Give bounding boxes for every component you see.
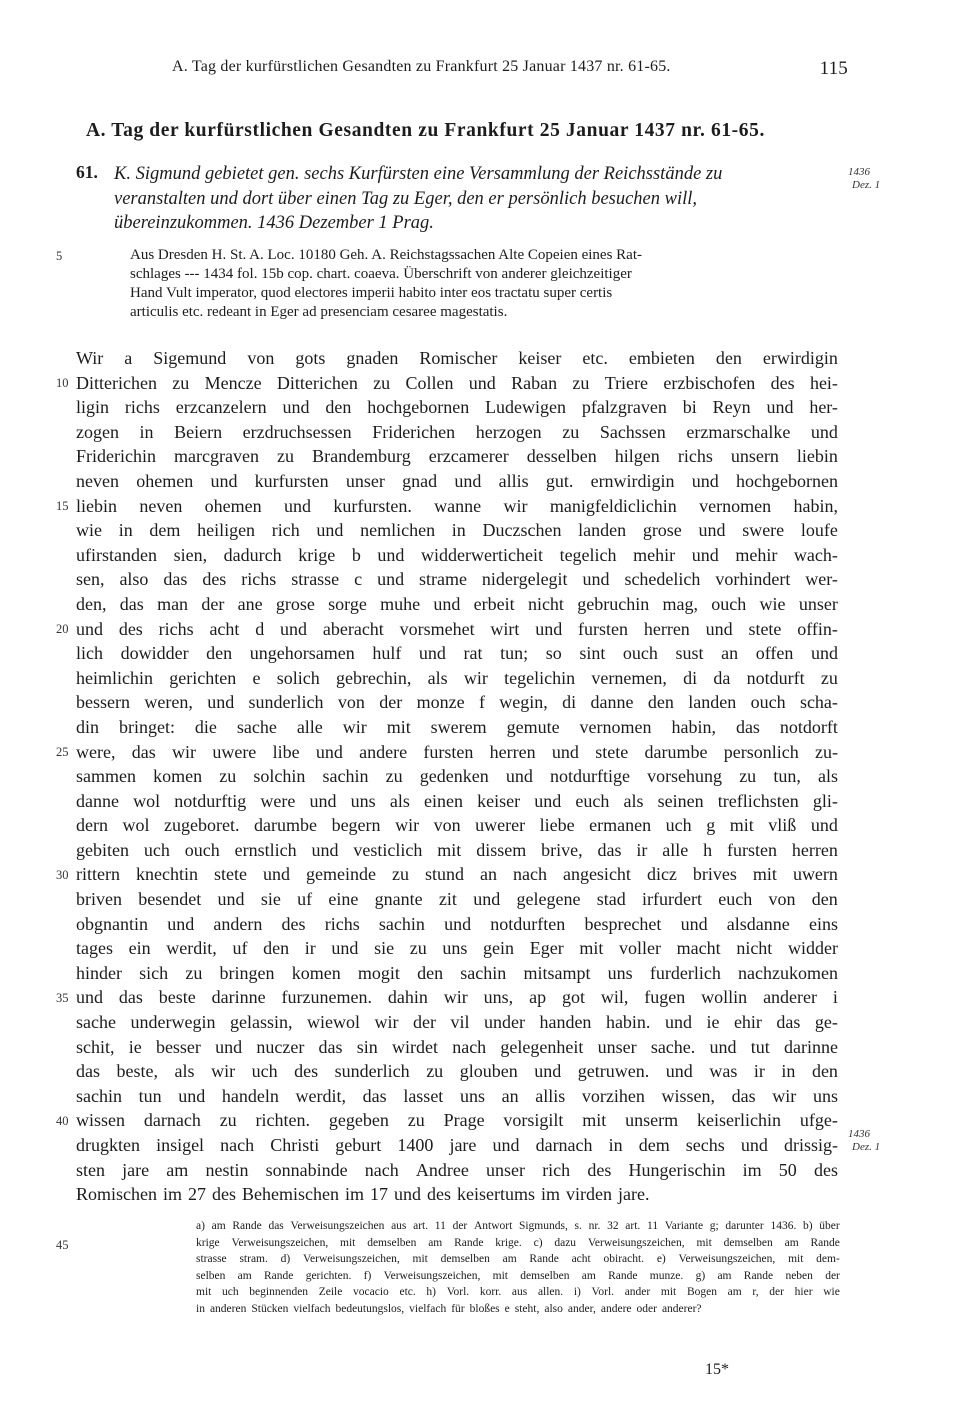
- body-line: hinder sich zu bringen komen mogit den sachin mitsampt uns furderlich nachzukomen: [76, 962, 838, 983]
- body-line: dern wol zugeboret. darumbe begern wir von uwerer liebe ermanen uch g mit vliß und: [76, 815, 838, 836]
- body-line: Wir a Sigemund von gots gnaden Romischer keiser etc. embieten den erwirdigin: [76, 348, 838, 368]
- footnote-line: a) am Rande das Verweisungszeichen aus art. 11 der Antwort Sigmunds, s. nr. 32 art. 11 Variante g; darunter 1436. b) über: [196, 1220, 840, 1232]
- footnote-line: in anderen Stücken vielfach bedeutungslos, vielfach für bloßes e steht, also ander, andere oder anderer?: [196, 1302, 702, 1315]
- body-line: Ditterichen zu Mencze Ditterichen zu Collen und Raban zu Triere erzbischofen des hei-: [76, 372, 838, 393]
- regest-line: K. Sigmund gebietet gen. sechs Kurfürsten eine Versammlung der Reichsstände zu: [114, 164, 723, 184]
- body-line: drugkten insigel nach Christi geburt 1400 jare und darnach in dem sechs und drissig-: [76, 1135, 838, 1155]
- body-line: wie in dem heiligen rich und nemlichen in Duczschen landen grose und swere loufe: [76, 520, 838, 541]
- body-line: lich dowidder den ungehorsamen hulf und rat tun; so sint ouch sust an offen und: [76, 643, 838, 664]
- body-line: schit, ie besser und nuczer das sin wirdet nach gelegenheit unser sache. und tut darinne: [76, 1036, 838, 1057]
- document-regest: [114, 162, 844, 236]
- document-number: 61.: [76, 162, 98, 182]
- body-line: das beste, als wir uch des sunderlich zu glouben und getruwen. und was ir in den: [76, 1061, 838, 1082]
- source-line: Hand Vult imperator, quod electores imperii habito inter eos tractatu super certis: [130, 285, 613, 301]
- body-line: rittern knechtin stete und gemeinde zu stund an nach angesicht dicz brives mit uwern: [76, 864, 838, 885]
- body-line: sen, also das des richs strasse c und strame nidergelegit und schedelich vorhindert wer-: [76, 569, 838, 590]
- body-line: obgnantin und andern des richs sachin und notdurften besprechet und alsdanne eins: [76, 913, 838, 934]
- body-line: sten jare am nestin sonnabinde nach Andree unser rich des Hungerischin im 50 des: [76, 1159, 838, 1180]
- body-line: briven besendet und sie uf eine gnante zit und gelegene stad irfurdert euch von den: [76, 889, 838, 910]
- line-number: 25: [56, 744, 69, 759]
- line-number: 40: [56, 1113, 69, 1128]
- line-number: 10: [56, 375, 69, 390]
- footnotes: [196, 1218, 840, 1317]
- source-line: Aus Dresden H. St. A. Loc. 10180 Geh. A. Reichstagssachen Alte Copeien eines Rat-: [130, 247, 642, 263]
- footnote-line: mit uch beginnenden Zeile vocacio etc. h) Vorl. korr. aus allen. i) Vorl. ander mit Bogen am r, der hier wie: [196, 1286, 840, 1298]
- body-line: din bringet: die sache alle wir mit swerem gemute vernomen habin, das notdorft: [76, 716, 838, 737]
- body-line: wissen darnach zu richten. gegeben zu Prage vorsigilt mit unserm keiserlichin ufge-: [76, 1110, 838, 1131]
- line-number: 45: [56, 1238, 69, 1252]
- line-number: 15: [56, 498, 69, 513]
- margin-date-day: Dez. 1: [852, 1141, 881, 1153]
- body-line: und das beste darinne furzunemen. dahin wir uns, ap got wil, fugen wollin anderer i: [76, 987, 838, 1008]
- body-line: neven ohemen und kurfursten unser gnad und allis gut. ernwirdigin und hochgebornen: [76, 470, 838, 491]
- body-line: ligin richs erzcanzelern und den hochgebornen Ludewigen pfalzgraven bi Reyn und her-: [76, 397, 838, 418]
- margin-date-year: 1436: [848, 1128, 870, 1140]
- body-line: were, das wir uwere libe und andere fursten herren und stete darumbe personlich zu-: [76, 741, 838, 762]
- line-number: 5: [56, 249, 63, 263]
- line-number: 30: [56, 867, 69, 882]
- line-number: 35: [56, 990, 69, 1005]
- margin-date: [848, 166, 880, 192]
- regest-line: veranstalten und dort über einen Tag zu Eger, den er persönlich besuchen will,: [114, 188, 698, 209]
- footnote-line: krige Verweisungszeichen, mit demselben am Rande krige. c) dazu Verweisungszeichen, mit demselben am Rande: [196, 1236, 840, 1249]
- line-number: 20: [56, 621, 69, 636]
- body-line: bessern weren, und sunderlich von der monze f wegin, di danne den landen ouch scha-: [76, 692, 838, 713]
- body-line: zogen in Beiern erzdruchsessen Friderichen herzogen zu Sachssen erzmarschalke und: [76, 421, 838, 442]
- signature-mark: 15*: [705, 1361, 729, 1378]
- running-head-text: A. Tag der kurfürstlichen Gesandten zu Frankfurt 25 Januar 1437 nr. 61-65.: [172, 58, 671, 75]
- body-line: tages ein werdit, uf den ir und sie zu uns gein Eger mit voller macht nicht widder: [76, 938, 838, 959]
- body-line: sammen komen zu solchin sachin zu gedenken und notdurftige vorsehung zu tun, als: [76, 766, 838, 787]
- source-line: articulis etc. redeant in Eger ad presenciam cesaree magestatis.: [130, 304, 508, 320]
- body-line: den, das man der ane grose sorge muhe und erbeit nicht gebruchin mag, ouch wie unser: [76, 593, 838, 614]
- body-line: gebiten uch ouch ernstlich und vesticlich mit dissem brive, das ir alle h fursten herren: [76, 839, 838, 860]
- body-line: sachin tun und handeln werdit, das lasset uns an allis vorzihen wissen, das wir uns: [76, 1085, 838, 1106]
- section-title: A. Tag der kurfürstlichen Gesandten zu Frankfurt 25 Januar 1437 nr. 61-65.: [86, 120, 765, 141]
- body-line: ufirstanden sien, dadurch krige b und widderwerticheit tegelich mehir und mehir wach-: [76, 544, 838, 565]
- body-line: danne wol notdurftig were und uns als einen keiser und euch als seinen treflichsten gli-: [76, 790, 838, 811]
- document-body: [76, 346, 838, 1207]
- source-note: [130, 246, 866, 322]
- regest-line: übereinzukommen. 1436 Dezember 1 Prag.: [114, 213, 434, 233]
- margin-date-year: 1436: [848, 166, 870, 178]
- body-line: sache underwegin gelassin, wiewol wir der vil under handen habin. und ie ehir das ge-: [76, 1012, 838, 1033]
- body-line: Friderichin marcgraven zu Brandemburg erzcamerer desselben hilgen richs unsern liebin: [76, 446, 838, 467]
- source-line: schlages --- 1434 fol. 15b cop. chart. coaeva. Überschrift von anderer gleichzeitiger: [130, 266, 632, 282]
- footnote-line: selben am Rande gerichten. f) Verweisungszeichen, mit demselben am Rande munze. g) am Rande neben der: [196, 1269, 840, 1282]
- body-line: und des richs acht d und aberacht vorsmehet wirt und fursten herren und stete offin-: [76, 618, 838, 639]
- page-number: 115: [819, 58, 848, 79]
- body-line: heimlichin gerichten e solich gebrechin, als wir tegelichin vernemen, di da notdurft zu: [76, 667, 838, 688]
- footnote-line: strasse stram. d) Verweisungszeichen, mit demselben am Rande acht obiracht. e) Verweisungszeichen, mit dem-: [196, 1253, 840, 1265]
- body-line: liebin neven ohemen und kurfursten. wanne wir manigfeldiclichin vernomen habin,: [76, 495, 838, 516]
- margin-date-day: Dez. 1: [852, 179, 881, 191]
- margin-date: [848, 1128, 880, 1154]
- body-line: Romischen im 27 des Behemischen im 17 und des keisertums im virden jare.: [76, 1184, 650, 1205]
